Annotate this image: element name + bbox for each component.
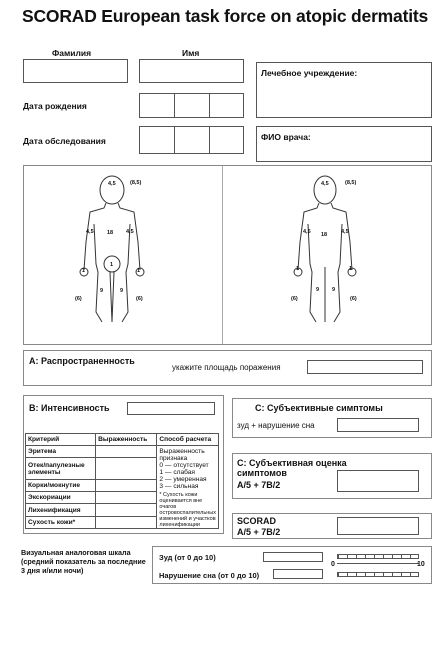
- form-title: SCORAD European task force on atopic dermatits: [22, 6, 429, 26]
- score-formula: A/5 + 7B/2: [237, 480, 281, 490]
- scale-min: 0: [331, 561, 335, 568]
- exam-date-label: Дата обследования: [23, 136, 106, 146]
- front-hand-right-value: 1: [137, 268, 141, 274]
- severity-cell[interactable]: [96, 492, 157, 504]
- severity-cell[interactable]: [96, 504, 157, 516]
- intensity-field[interactable]: [127, 402, 215, 415]
- back-leg-left-value: 9: [316, 287, 320, 293]
- front-body-figure: [68, 172, 168, 332]
- back-leg-right-back-value: (6): [350, 296, 357, 302]
- sleep-label: Нарушение сна (от 0 до 10): [159, 571, 260, 580]
- section-a-title: A: Распространенность: [29, 356, 135, 366]
- method-cell: [157, 446, 219, 529]
- itch-label: Зуд (от 0 до 10): [159, 553, 216, 562]
- scorad-box: [232, 513, 432, 539]
- scorad-formula: A/5 + 7B/2: [237, 527, 281, 537]
- severity-cell[interactable]: [96, 479, 157, 491]
- severity-header: Выраженность: [96, 434, 157, 446]
- back-body-figure: [280, 172, 380, 332]
- section-c-score: [232, 453, 432, 499]
- scorad-field[interactable]: [337, 517, 419, 535]
- method-line: 1 — слабая: [159, 469, 195, 476]
- method-line: 2 — умеренная: [159, 476, 207, 483]
- criteria-row: Лихенификация: [26, 504, 96, 516]
- criteria-row: Экскориации: [26, 492, 96, 504]
- back-trunk-value: 18: [321, 232, 328, 238]
- front-trunk-value: 18: [107, 230, 114, 236]
- criteria-row: Отек/папулезные элементы: [26, 458, 96, 480]
- score-title: C: Субъективная оценка симптомов: [237, 458, 347, 478]
- front-leg-right-back-value: (6): [136, 296, 143, 302]
- doctor-field[interactable]: [256, 126, 432, 162]
- criteria-header: Критерий: [26, 434, 96, 446]
- birth-date-label: Дата рождения: [23, 101, 87, 111]
- criteria-row: Эритема: [26, 446, 96, 458]
- name-label: Имя: [182, 48, 200, 58]
- back-head-value: 4,5: [321, 181, 329, 187]
- back-head-back-value: (8,5): [345, 180, 357, 186]
- itch-sleep-label: зуд + нарушение сна: [237, 421, 315, 430]
- front-leg-left-value: 9: [100, 288, 104, 294]
- front-hand-left-value: 1: [82, 268, 86, 274]
- method-line: Выраженность признака: [159, 448, 205, 462]
- vas-description: Визуальная аналоговая шкала (средний показатель за последние 3 дня и/или ночи): [21, 548, 146, 575]
- section-b-title: B: Интенсивность: [29, 403, 110, 413]
- itch-sleep-field[interactable]: [337, 418, 419, 432]
- sleep-value-field[interactable]: [273, 569, 323, 579]
- doctor-label: ФИО врача:: [261, 132, 311, 142]
- severity-cell[interactable]: [96, 446, 157, 458]
- section-a: [23, 350, 432, 386]
- surname-field[interactable]: [23, 59, 128, 83]
- back-hand-left-value: 1: [296, 266, 300, 272]
- method-line: 3 — сильная: [159, 483, 199, 490]
- area-field[interactable]: [307, 360, 423, 374]
- method-line: 0 — отсутствует: [159, 462, 209, 469]
- criteria-table: [25, 433, 219, 529]
- front-arm-left-value: 4,5: [86, 229, 94, 235]
- back-leg-left-back-value: (6): [291, 296, 298, 302]
- institution-field[interactable]: [256, 62, 432, 118]
- surname-label: Фамилия: [52, 48, 92, 58]
- dryness-note: * Сухость кожи оценивается вне очагов островоспалительных изменений и участков лихенификации: [159, 492, 216, 528]
- itch-value-field[interactable]: [263, 552, 323, 562]
- front-genital-value: 1: [110, 262, 114, 268]
- section-c-subjective: [232, 398, 432, 438]
- sleep-scale[interactable]: [337, 572, 419, 577]
- criteria-row: Сухость кожи*: [26, 516, 96, 528]
- itch-scale[interactable]: [337, 554, 419, 559]
- name-field[interactable]: [139, 59, 244, 83]
- vas-box: [152, 546, 432, 584]
- method-header: Способ расчета: [157, 434, 219, 446]
- front-arm-right-value: 4,5: [126, 229, 134, 235]
- criteria-row: Корки/мокнутие: [26, 479, 96, 491]
- exam-date-field[interactable]: [139, 126, 244, 154]
- back-leg-right-value: 9: [332, 287, 336, 293]
- front-head-value: 4,5: [108, 181, 116, 187]
- subjective-title: C: Субъективные симптомы: [255, 403, 383, 413]
- scale-max: 10: [417, 561, 425, 568]
- birth-date-field[interactable]: [139, 93, 244, 118]
- back-arm-left-value: 4,5: [303, 229, 311, 235]
- score-field[interactable]: [337, 470, 419, 492]
- scorad-title: SCORAD: [237, 516, 277, 526]
- front-leg-right-value: 9: [120, 288, 124, 294]
- back-hand-right-value: 1: [349, 266, 353, 272]
- front-leg-left-back-value: (6): [75, 296, 82, 302]
- institution-label: Лечебное учреждение:: [261, 68, 358, 78]
- severity-cell[interactable]: [96, 516, 157, 528]
- back-arm-right-value: 4,5: [341, 229, 349, 235]
- scale-axis: [337, 563, 419, 564]
- area-label: укажите площадь поражения: [172, 363, 281, 372]
- front-head-back-value: (8,5): [130, 180, 142, 186]
- severity-cell[interactable]: [96, 458, 157, 480]
